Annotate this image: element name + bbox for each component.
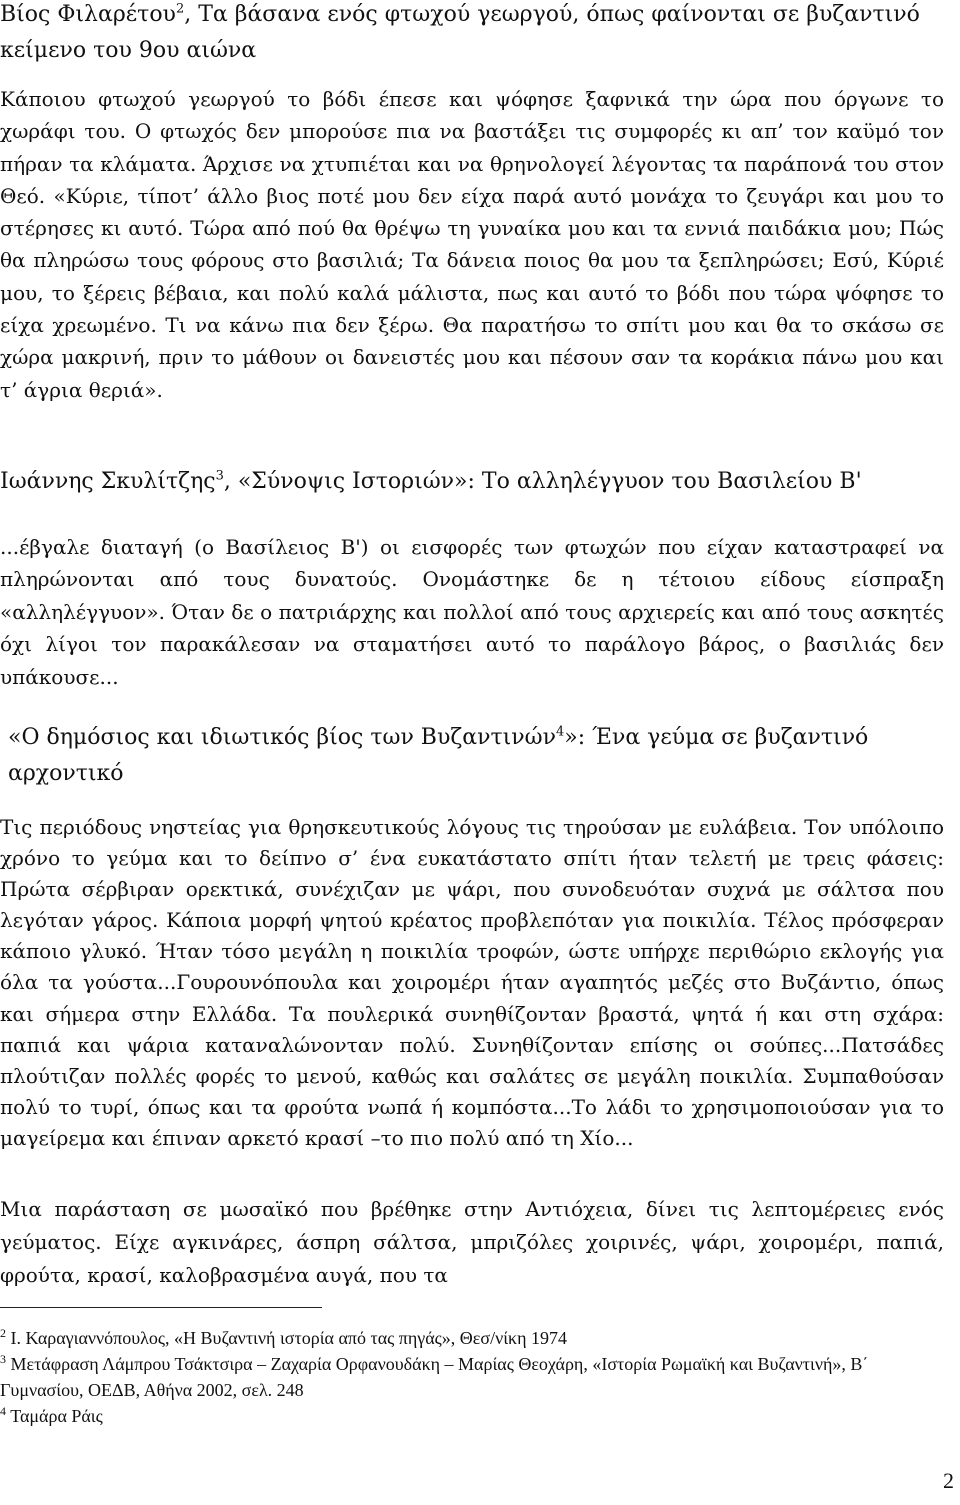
paragraph-skylitzes: ...έβγαλε διαταγή (ο Βασίλειος Β') οι εισφορές των φτωχών που είχαν καταστραφεί να πληρώνονται από τους δυνατούς. Ονομάστηκε δε η τέτοιου είδους είσπραξη «αλληλέγγυον». Όταν δε ο πατριάρχης και πολλοί από τους αρχιερείς και από τους ασκητές όχι λίγοι τον παρακάλεσαν να σταματήσει αυτό το παράλογο βάρος, ο βασιλιάς δεν υπάκουσε... [0, 535, 944, 689]
footnote-number: 2 [0, 1326, 6, 1340]
footnote-2 [0, 1325, 944, 1351]
footnote-ref: 4 [556, 724, 565, 740]
heading-text: «Ο δημόσιος και ιδιωτικός βίος των Βυζαντινών [8, 725, 556, 750]
footnote-number: 3 [0, 1352, 6, 1366]
footnote-ref: 3 [215, 468, 224, 484]
heading-text: Ιωάννης Σκυλίτζης [0, 469, 216, 494]
paragraph-philaretos: Κάποιου φτωχού γεωργού το βόδι έπεσε και ψόφησε ξαφνικά την ώρα που όργωνε το χωράφι του. Ο φτωχός δεν μπορούσε πια να βαστάξει τις συμφορές κι απ’ τον καϋμό τον πήραν τα κλάματα. Άρχισε να χτυπιέται και να θρηνολογεί λέγοντας τα παράπονά του στον Θεό. «Κύριε, τίποτ’ άλλο βιος ποτέ μου δεν είχα παρά αυτό μονάχα το ζευγάρι και μου το στέρησες κι αυτό. Τώρα από πού θα θρέψω τη γυναίκα μου και τα εννιά παιδάκια μου; Πώς θα πληρώσω τους φόρους στο βασιλιά; Τα δάνεια ποιος θα μου τα ξεπληρώσει; Εσύ, Κύριέ μου, το ξέρεις βέβαια, και πολύ καλά μάλιστα, πως και αυτό το βόδι που τώρα ψόφησε το είχα χρεωμένο. Τι να κάνω πια δεν ξέρω. Θα παρατήσω το σπίτι μου και θα το σκάσω σε χώρα μακρινή, πριν το μάθουν οι δανειστές μου και πέσουν σαν τα κοράκια πάνω μου και τ’ άγρια θεριά». [0, 87, 944, 402]
footnote-divider [0, 1307, 322, 1308]
heading-text: , «Σύνοψις Ιστοριών»: Το αλληλέγγυον του Βασιλείου Β' [223, 469, 862, 494]
section-heading-philaretos [0, 0, 944, 69]
footnote-ref: 2 [175, 1, 185, 17]
section-heading-byzantine-meal [8, 720, 944, 792]
heading-text: »: Ένα γεύμα σε βυζαντινό αρχοντικό [8, 725, 869, 786]
footnote-4 [0, 1403, 944, 1429]
page-number: 2 [943, 1468, 954, 1493]
footnote-number: 4 [0, 1404, 6, 1418]
paragraph-antioch-mosaic: Μια παράσταση σε μωσαϊκό που βρέθηκε στην Αντιόχεια, δίνει τις λεπτομέρειες ενός γεύματος. Είχε αγκινάρες, άσπρη σάλτσα, μπριζόλες χοιρινές, ψάρι, χοιρομέρι, παπιά, φρούτα, κρασί, καλοβρασμένα αυγά, που τα [0, 1197, 944, 1287]
footnote-text: Ι. Καραγιαννόπουλος, «Η Βυζαντινή ιστορία από τας πηγάς», Θεσ/νίκη 1974 [10, 1328, 568, 1348]
heading-text: , Τα βάσανα ενός φτωχού γεωργού, όπως φαίνονται σε βυζαντινό κείμενο του 9ου αιώνα [0, 2, 920, 63]
section-heading-skylitzes [0, 464, 944, 500]
heading-text: Βίος Φιλαρέτου [0, 2, 176, 27]
footnote-text: Μετάφραση Λάμπρου Τσάκτσιρα – Ζαχαρία Ορφανουδάκη – Μαρίας Θεοχάρη, «Ιστορία Ρωμαϊκή και Βυζαντινή», Β΄ Γυμνασίου, ΟΕΔΒ, Αθήνα 2002, σελ. 248 [0, 1354, 869, 1400]
footnote-text: Ταμάρα Ράις [10, 1406, 103, 1426]
footnote-3 [0, 1351, 944, 1403]
paragraph-byzantine-meal: Τις περιόδους νηστείας για θρησκευτικούς λόγους τις τηρούσαν με ευλάβεια. Τον υπόλοιπο χρόνο το γεύμα και το δείπνο σ’ ένα ευκατάστατο σπίτι ήταν τελετή με τρεις φάσεις: Πρώτα σέρβιραν ορεκτικά, συνέχιζαν με ψάρι, που συνοδευόταν συχνά με σάλτσα που λεγόταν γάρος. Κάποια μορφή ψητού κρέατος προβλεπόταν για ποικιλία. Τέλος πρόσφεραν κάποιο γλυκό. Ήταν τόσο μεγάλη η ποικιλία τροφών, ώστε υπήρχε περιθώριο εκλογής για όλα τα γούστα...Γουρουνόπουλα και χοιρομέρι ήταν αγαπητός μεζές στο Βυζάντιο, όπως και σήμερα στην Ελλάδα. Τα πουλερικά συνηθίζονταν βραστά, ψητά ή και στη σχάρα: παπιά και ψάρια καταναλώνονταν πολύ. Συνηθίζονταν επίσης οι σούπες...Πατσάδες πλούτιζαν πολλές φορές το μενού, καθώς και σαλάτες σε μεγάλη ποικιλία. Συμπαθούσαν πολύ το τυρί, όπως και τα φρούτα νωπά ή κομπόστα...Το λάδι το χρησιμοποιούσαν για το μαγείρεμα και έπιναν αρκετό κρασί –το πιο πολύ από τη Χίο... [0, 815, 944, 1150]
